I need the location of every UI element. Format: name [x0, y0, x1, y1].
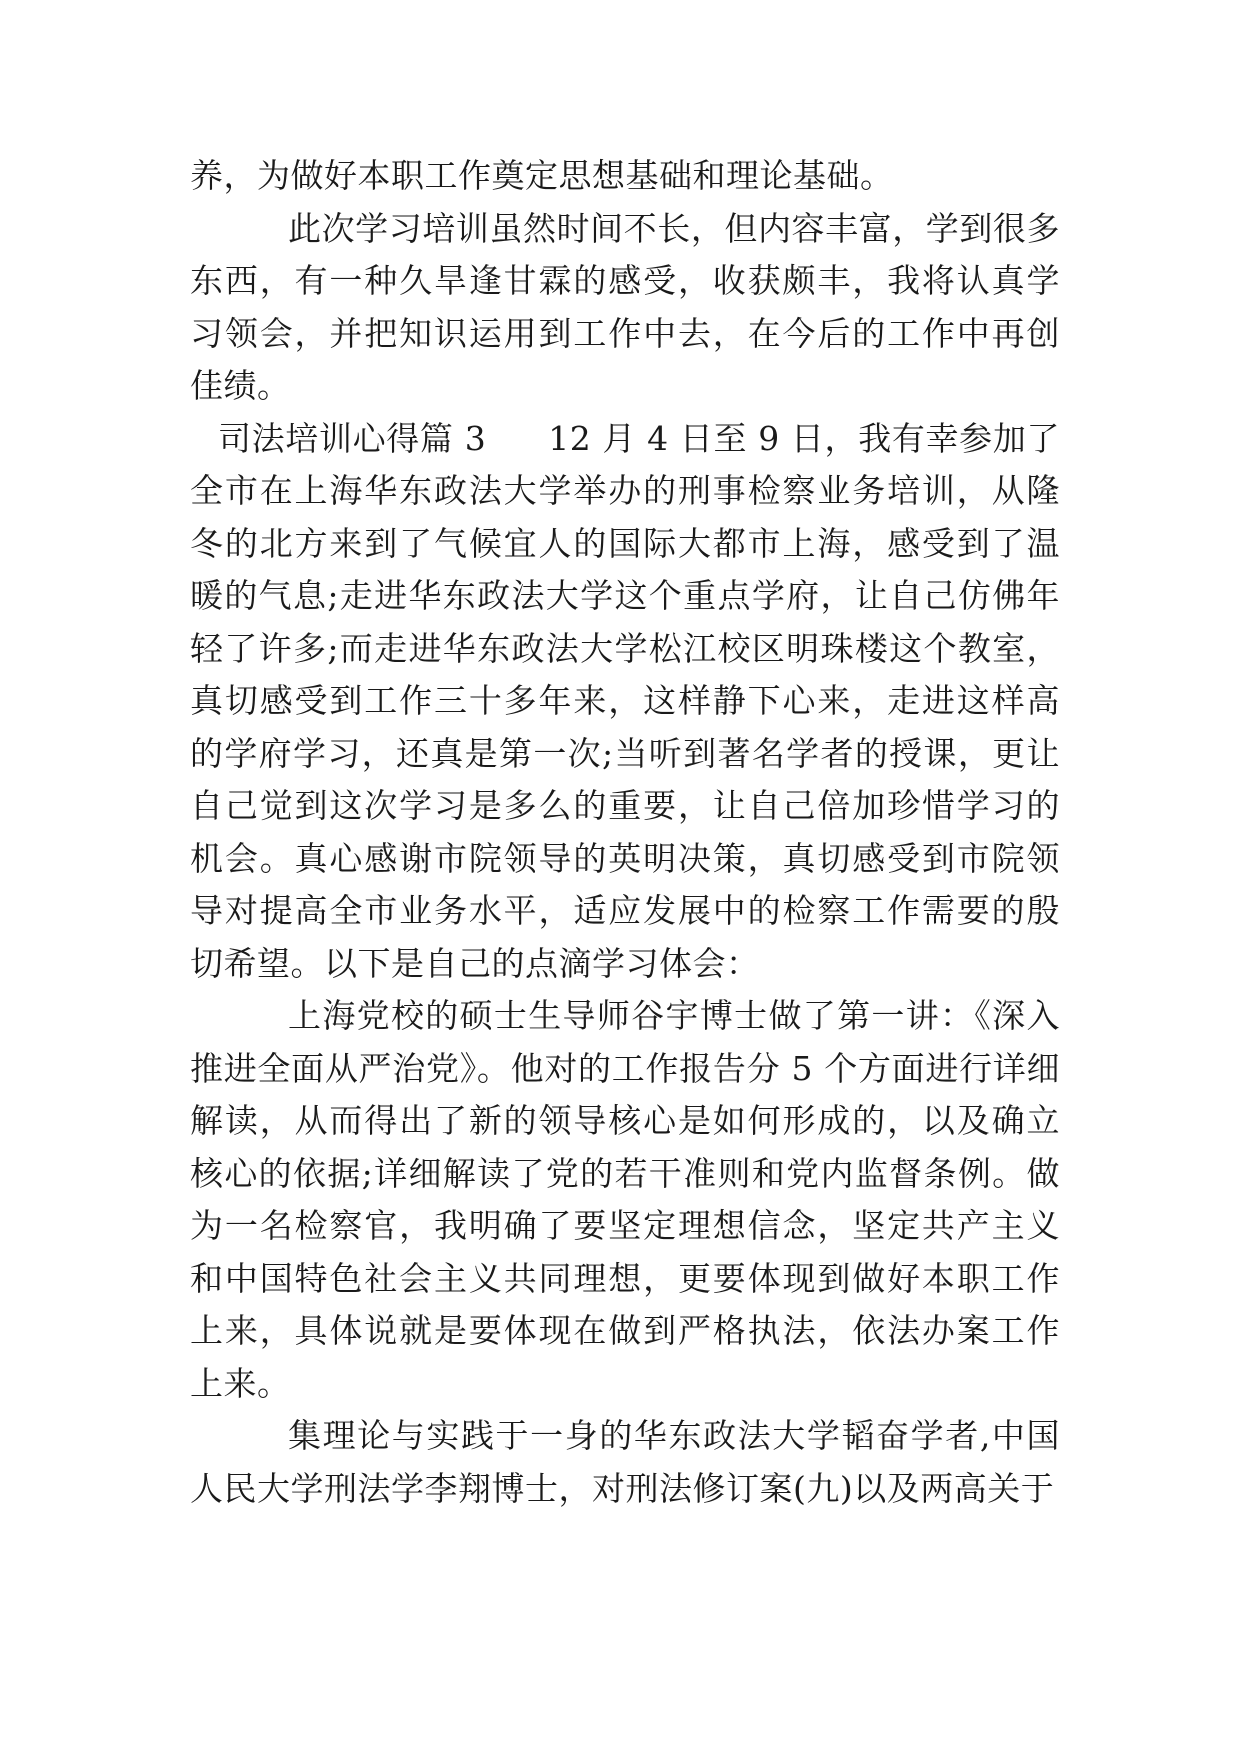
paragraph-lecture-2: 集理论与实践于一身的华东政法大学韬奋学者,中国人民大学刑法学李翔博士，对刑法修订案(九)以及两高关于: [190, 1416, 1060, 1508]
paragraph-summary: 此次学习培训虽然时间不长，但内容丰富，学到很多东西，有一种久旱逢甘霖的感受，收获颇丰，我将认真学习领会，并把知识运用到工作中去，在今后的工作中再创佳绩。: [190, 208, 1060, 405]
paragraph-lecture-1: 上海党校的硕士生导师谷宇博士做了第一讲：《深入推进全面从严治党》。他对的工作报告分 5 个方面进行详细解读，从而得出了新的领导核心是如何形成的，以及确立核心的依据;详细解读了党的若干准则和党内监督条例。做为一名检察官，我明确了要坚定理想信念，坚定共产主义和中国特色社会主义共同理想，更要体现到做好本职工作上来，具体说就是要体现在做到严格执法，依法办案工作上来。: [190, 996, 1060, 1403]
paragraph-continuation: 养，为做好本职工作奠定思想基础和理论基础。: [190, 156, 894, 195]
section-heading: 司法培训心得篇 3: [218, 418, 487, 458]
document-body: [190, 150, 1060, 1515]
section-paragraph: [190, 413, 1060, 991]
section-first-paragraph: 12 月 4 日至 9 日，我有幸参加了全市在上海华东政法大学举办的刑事检察业务培训，从隆冬的北方来到了气候宜人的国际大都市上海，感受到了温暖的气息;走进华东政法大学这个重点学府，让自己仿佛年轻了许多;而走进华东政法大学松江校区明珠楼这个教室，真切感受到工作三十多年来，这样静下心来，走进这样高的学府学习，还真是第一次;当听到著名学者的授课，更让自己觉到这次学习是多么的重要，让自己倍加珍惜学习的机会。真心感谢市院领导的英明决策，真切感受到市院领导对提高全市业务水平，适应发展中的检察工作需要的殷切希望。以下是自己的点滴学习体会：: [190, 418, 1060, 983]
